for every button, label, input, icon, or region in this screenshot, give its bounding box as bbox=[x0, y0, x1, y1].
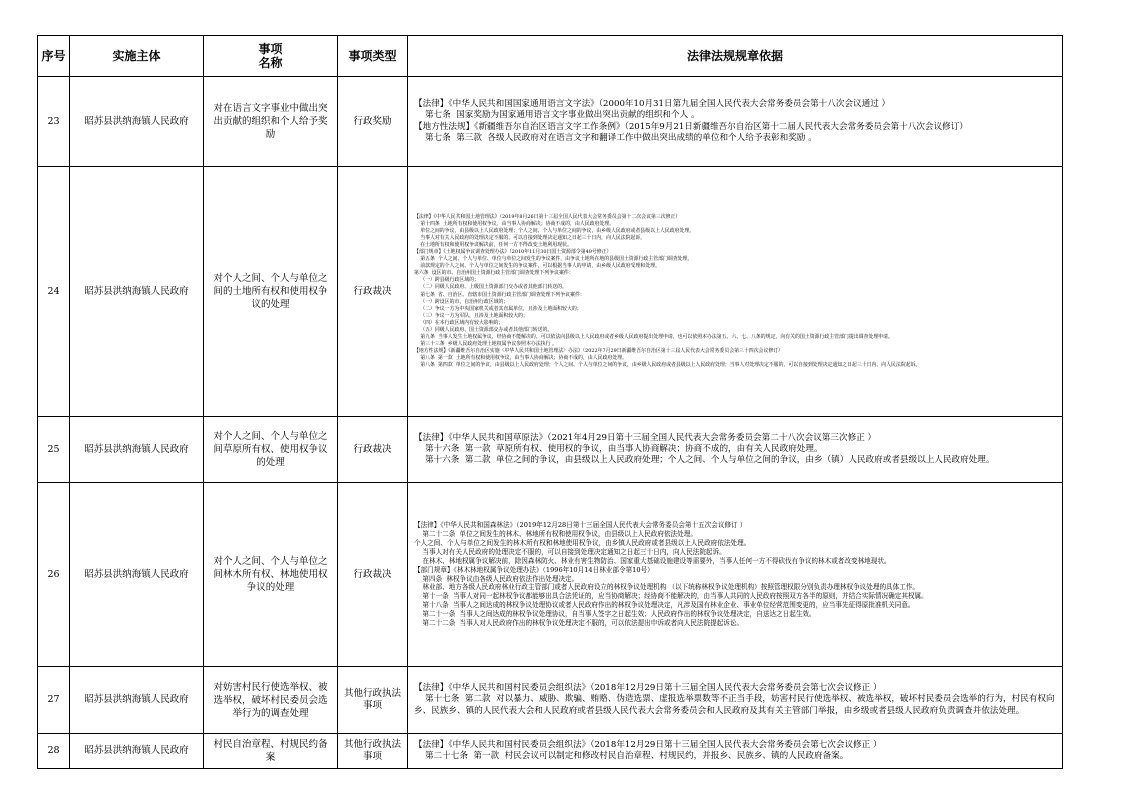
basis-line: 第八条 第四款 单位之间的争议，由县级以上人民政府处理；个人之间、个人与单位之间的争议，由乡级人民政府或者县级以上人民政府处理；当事人对处理决定不服的，可以自接到处理决定通知之日起三十日内，向人民法院起诉。 bbox=[414, 361, 921, 368]
basis-line: 【地方性法规】《新疆维吾尔自治区实施〈中华人民共和国土地管理法〉办法》（2022年7月29日新疆维吾尔自治区第十三届人民代表大会常务委员会第三十四次会议修订） bbox=[414, 347, 784, 354]
basis-line: 在林木、林地权属争议解决前，除因森林防火、林业有害生物防治、国家重大基础设施建设等需要外，当事人任何一方不得砍伐有争议的林木或者改变林地现状。 bbox=[414, 556, 891, 565]
basis-line: 第二十二条 单位之间发生的林木、林地所有权和使用权争议，由县级以上人民政府依法处理。 bbox=[414, 529, 697, 538]
basis-line: 第二十七条 第一款 村民会议可以制定和修改村民自治章程、村规民约，并报乡、民族乡、镇的人民政府备案。 bbox=[414, 751, 849, 761]
basis-line: 第七条 国家奖励为国家通用语言文字事业做出突出贡献的组织和个人 。 bbox=[414, 110, 700, 121]
basis-line: 第三十三条 乡级人民政府处理土地权属争议参照本办法执行 。 bbox=[414, 340, 557, 347]
row-subject: 昭苏县洪纳海镇人民政府 bbox=[70, 667, 204, 734]
table-row bbox=[38, 734, 1063, 769]
table-row bbox=[38, 417, 1063, 483]
row-seq: 24 bbox=[38, 167, 70, 417]
header-item-type: 事项类型 bbox=[338, 36, 408, 77]
basis-line: （四）在本行政区域内有较大影响的； bbox=[414, 319, 504, 326]
basis-line: 第八条 第一款 土地所有权和使用权争议，由当事人协商解决；协商不成的，由人民政府处理。 bbox=[414, 354, 627, 361]
basis-line: 前款规定的个人之间、个人与单位之间发生的争议案件，可以根据当事人的申请，由乡级人民政府受理和处理。 bbox=[414, 263, 660, 270]
basis-line: （三）争议一方为军队，且涉及土地面积较大的； bbox=[414, 312, 528, 319]
row-item-type: 行政裁决 bbox=[338, 483, 408, 667]
basis-line: 【法律】《中华人民共和国村民委员会组织法》（2018年12月29日第十三届全国人民代表大会常务委员会第七次会议修正 ） bbox=[414, 739, 882, 750]
row-subject: 昭苏县洪纳海镇人民政府 bbox=[70, 77, 204, 167]
basis-line: 第五条 个人之间、个人与单位、单位与单位之间发生的争议案件，由争议土地所在地的县级国土资源行政主管部门调查处理。 bbox=[414, 256, 693, 263]
basis-line: 【部门规章】《土地权属争议调查处理办法》（2010年11月30日国土资源部令第49号修正） bbox=[414, 249, 612, 256]
row-item-name: 对妨害村民行使选举权、被选举权，破坏村民委员会选举行为的调查处理 bbox=[204, 667, 338, 734]
header-subject: 实施主体 bbox=[70, 36, 204, 77]
basis-line: 【地方性法规】《新疆维吾尔自治区语言文字工作条例》（2015年9月21日新疆维吾尔自治区第十二届人民代表大会常务委员会第十八次会议修订） bbox=[414, 121, 968, 132]
basis-line: （一）跨县级行政区域的； bbox=[414, 277, 479, 284]
row-legal-basis bbox=[408, 483, 1063, 667]
basis-line: 第十六条 第一款 草原所有权、使用权的争议，由当事人协商解决；协商不成的，由有关人民政府处理。 bbox=[414, 443, 823, 454]
row-item-name: 对在语言文字事业中做出突出贡献的组织和个人给予奖励 bbox=[204, 77, 338, 167]
header-row bbox=[38, 36, 1063, 77]
row-seq: 23 bbox=[38, 77, 70, 167]
table-row bbox=[38, 667, 1063, 734]
basis-line: 【法律】《中华人民共和国国家通用语言文字法》（2000年10月31日第九届全国人民代表大会常务委员会第十八次会议通过 ） bbox=[414, 99, 891, 110]
row-item-name: 对个人之间、个人与单位之间草原所有权、使用权争议的处理 bbox=[204, 417, 338, 483]
table-row bbox=[38, 483, 1063, 667]
authority-table bbox=[37, 35, 1063, 769]
basis-line: 单位之间的争议，由县级以上人民政府处理；个人之间、个人与单位之间的争议，由乡级人民政府或者县级以上人民政府处理。 bbox=[414, 228, 695, 235]
basis-line: （一）跨设区的市、自治州行政区域的； bbox=[414, 298, 509, 305]
basis-line: 第二十一条 当事人之间达成的林权争议处理协议，自当事人签字之日起生效；人民政府作出的林权争议处理决定，自送达之日起生效。 bbox=[414, 610, 816, 619]
basis-line: 【法律】《中华人民共和国村民委员会组织法》（2018年12月29日第十三届全国人民代表大会常务委员会第七次会议修正 ） bbox=[414, 683, 882, 694]
row-item-type: 其他行政执法事项 bbox=[338, 734, 408, 769]
row-item-name: 对个人之间、个人与单位之间的土地所有权和使用权争议的处理 bbox=[204, 167, 338, 417]
row-item-type: 行政奖励 bbox=[338, 77, 408, 167]
basis-line: 林业部、地方各级人民政府林业行政主管部门或者人民政府设立的林权争议处理机构 （以下统称林权争议处理机构）按照管理权限分别负责办理林权争议处理的具体工作。 bbox=[414, 583, 920, 592]
header-basis: 法律法规规章依据 bbox=[408, 36, 1063, 77]
row-item-name: 对个人之间、个人与单位之间林木所有权、林地使用权争议的处理 bbox=[204, 483, 338, 667]
basis-line: 第十八条 当事人之间达成的林权争议处理协议或者人民政府作出的林权争议处理决定，凡涉及国有林业企业、事业单位经营范围变更的，应当事先征得原批准机关同意。 bbox=[414, 601, 915, 610]
basis-line: （二）同级人民政府、上级国土资源部门交办或者其他部门转送的。 bbox=[414, 284, 567, 291]
basis-line: （二）争议一方为中央国家机关或者其直属单位，且涉及土地面积较大的； bbox=[414, 305, 582, 312]
basis-line: 个人之间、个人与单位之间发生的林木所有权和林地使用权争议，由乡镇人民政府或者县级以上人民政府依法处理。 bbox=[414, 538, 751, 547]
basis-line: 第六条 设区的市、自治州国土资源行政主管部门调查处理下列争议案件： bbox=[414, 270, 574, 277]
row-seq: 27 bbox=[38, 667, 70, 734]
row-seq: 28 bbox=[38, 734, 70, 769]
row-item-type: 行政裁决 bbox=[338, 417, 408, 483]
basis-line: 当事人对有关人民政府的处理决定不服的，可以自接到处理决定通知之日起三十日内，向人民法院起诉。 bbox=[414, 547, 726, 556]
basis-line: 第四条 林权争议由各级人民政府依法作出处理决定。 bbox=[414, 574, 579, 583]
row-item-type: 其他行政执法事项 bbox=[338, 667, 408, 734]
basis-line: 第十一条 当事人对同一起林权争议都能够出具合法凭证的，应当协商解决；经协商不能解决的，由当事人共同的人民政府按照双方各半的原则，并结合实际情况确定其权属。 bbox=[414, 592, 928, 601]
basis-line: 当事人对有关人民政府的处理决定不服的，可以自接到处理决定通知之日起三十日内，向人民法院起诉。 bbox=[414, 235, 646, 242]
basis-line: 第十六条 第二款 单位之间的争议，由县级以上人民政府处理；个人之间、个人与单位之间的争议，由乡（镇）人民政府或者县级以上人民政府处理。 bbox=[414, 455, 995, 466]
basis-line: 第九条 当事人发生土地权属争议，经协商不能解决的，可以依法向县级以上人民政府或者乡级人民政府提出处理申请，也可以依照本办法第五、六、七、八条的规定，向有关的国土资源行政主管部门提出调查处理申请。 bbox=[414, 333, 893, 340]
row-item-name: 村民自治章程、村规民约备案 bbox=[204, 734, 338, 769]
authority-table-sheet bbox=[37, 35, 1062, 769]
basis-line: 【部门规章】《林木林地权属争议处理办法》（1996年10月14日林业部令第10号） bbox=[414, 565, 654, 574]
basis-line: 【法律】《中华人民共和国森林法》（2019年12月28日第十三届全国人民代表大会常务委员会第十五次会议修订 ） bbox=[414, 521, 747, 530]
basis-line: 第十七条 第二款 对以暴力、威胁、欺骗、贿赂、伪造选票、虚报选举票数等不正当手段，妨害村民行使选举权、被选举权，破坏村民委员会选举的行为，村民有权向乡、民族乡、镇的人民代表大会和人民政府或者县级人民代表大会常务委员会和人民政府及其有关主管部门举报，由乡级或者县级人民政府负责调查并依法处理。 bbox=[414, 694, 1055, 716]
row-subject: 昭苏县洪纳海镇人民政府 bbox=[70, 734, 204, 769]
header-seq: 序号 bbox=[38, 36, 70, 77]
row-item-type: 行政裁决 bbox=[338, 167, 408, 417]
header-item-name: 事项 名称 bbox=[204, 36, 338, 77]
row-legal-basis bbox=[408, 167, 1063, 417]
table-row bbox=[38, 167, 1063, 417]
row-subject: 昭苏县洪纳海镇人民政府 bbox=[70, 167, 204, 417]
row-subject: 昭苏县洪纳海镇人民政府 bbox=[70, 483, 204, 667]
basis-line: 在土地所有权和使用权争议解决前，任何一方不得改变土地利用现状。 bbox=[414, 242, 572, 249]
basis-line: 第十四条 土地所有权和使用权争议，由当事人协商解决；协商不成的，由人民政府处理。 bbox=[414, 221, 615, 228]
row-seq: 25 bbox=[38, 417, 70, 483]
basis-line: （五）同级人民政府、国土资源部交办或者其他部门转送的。 bbox=[414, 326, 553, 333]
row-subject: 昭苏县洪纳海镇人民政府 bbox=[70, 417, 204, 483]
row-legal-basis bbox=[408, 667, 1063, 734]
basis-line: 第七条 省、自治区、直辖市国土资源行政主管部门调查处理下列争议案件： bbox=[414, 291, 585, 298]
row-seq: 26 bbox=[38, 483, 70, 667]
row-legal-basis bbox=[408, 417, 1063, 483]
row-legal-basis bbox=[408, 77, 1063, 167]
row-legal-basis bbox=[408, 734, 1063, 769]
table-row bbox=[38, 77, 1063, 167]
basis-line: 【法律】《中华人民共和国草原法》（2021年4月29日第十三届全国人民代表大会常务委员会第二十八次会议第三次修正 ） bbox=[414, 432, 877, 443]
basis-line: 【法律】《中华人民共和国土地管理法》（2019年8月26日第十三届全国人民代表大会常务委员会第十二次会议第三次修正） bbox=[414, 213, 681, 220]
basis-line: 第二十二条 当事人对人民政府作出的林权争议处理决定不服的，可以依法提出申诉或者向人民法院提起诉讼。 bbox=[414, 619, 744, 628]
basis-line: 第七条 第三款 各级人民政府对在语言文字和翻译工作中做出突出成绩的单位和个人给予表彰和奖励 。 bbox=[414, 132, 817, 143]
